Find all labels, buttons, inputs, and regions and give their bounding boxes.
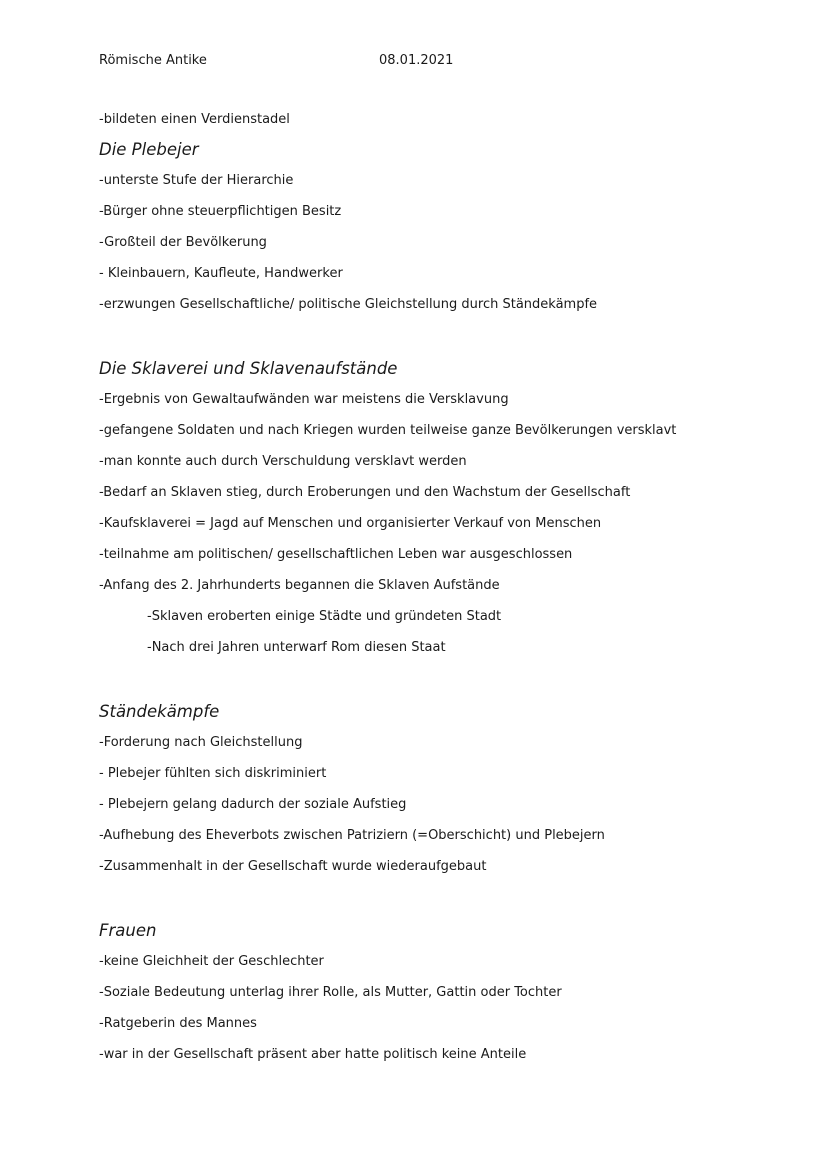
list-item: -man konnte auch durch Verschuldung versklavt werden <box>99 454 467 469</box>
section-heading: Ständekämpfe <box>99 702 220 721</box>
section-heading: Die Sklaverei und Sklavenaufstände <box>99 359 398 378</box>
list-item: -Zusammenhalt in der Gesellschaft wurde wiederaufgebaut <box>99 859 487 874</box>
section-heading: Frauen <box>99 921 157 940</box>
list-item: -Soziale Bedeutung unterlag ihrer Rolle, als Mutter, Gattin oder Tochter <box>99 985 562 1000</box>
list-item: -Aufhebung des Eheverbots zwischen Patriziern (=Oberschicht) und Plebejern <box>99 828 605 843</box>
section-heading: Die Plebejer <box>99 140 199 159</box>
list-item: -Großteil der Bevölkerung <box>99 235 267 250</box>
section-gap <box>99 882 799 916</box>
list-item: -Kaufsklaverei = Jagd auf Menschen und organisierter Verkauf von Menschen <box>99 516 602 531</box>
section-sklaverei <box>99 354 799 663</box>
list-item: - Kleinbauern, Kaufleute, Handwerker <box>99 266 343 281</box>
list-item: - Plebejer fühlten sich diskriminiert <box>99 766 327 781</box>
list-item: -Bürger ohne steuerpflichtigen Besitz <box>99 204 342 219</box>
list-item: -keine Gleichheit der Geschlechter <box>99 954 324 969</box>
section-frauen <box>99 916 799 1070</box>
document-header <box>99 53 699 73</box>
section-gap <box>99 320 799 354</box>
list-item: -Ratgeberin des Mannes <box>99 1016 257 1031</box>
list-item: -gefangene Soldaten und nach Kriegen wurden teilweise ganze Bevölkerungen versklavt <box>99 423 677 438</box>
list-item: - Plebejern gelang dadurch der soziale Aufstieg <box>99 797 407 812</box>
list-item: -Anfang des 2. Jahrhunderts begannen die Sklaven Aufstände <box>99 578 500 593</box>
section-gap <box>99 663 799 697</box>
list-item: -Forderung nach Gleichstellung <box>99 735 303 750</box>
list-item: -Bedarf an Sklaven stieg, durch Eroberungen und den Wachstum der Gesellschaft <box>99 485 631 500</box>
list-item: -war in der Gesellschaft präsent aber hatte politisch keine Anteile <box>99 1047 527 1062</box>
section-plebejer <box>99 135 799 320</box>
list-item: -teilnahme am politischen/ gesellschaftlichen Leben war ausgeschlossen <box>99 547 573 562</box>
list-item: -unterste Stufe der Hierarchie <box>99 173 294 188</box>
document-body <box>99 104 799 1070</box>
document-title: Römische Antike <box>99 53 207 68</box>
sub-list-item: -Nach drei Jahren unterwarf Rom diesen Staat <box>147 640 446 655</box>
section-staendekaempfe <box>99 697 799 882</box>
intro-line: -bildeten einen Verdienstadel <box>99 112 290 127</box>
list-item: -erzwungen Gesellschaftliche/ politische Gleichstellung durch Ständekämpfe <box>99 297 598 312</box>
list-item: -Ergebnis von Gewaltaufwänden war meistens die Versklavung <box>99 392 509 407</box>
document-date: 08.01.2021 <box>379 53 454 68</box>
sub-list-item: -Sklaven eroberten einige Städte und gründeten Stadt <box>147 609 502 624</box>
